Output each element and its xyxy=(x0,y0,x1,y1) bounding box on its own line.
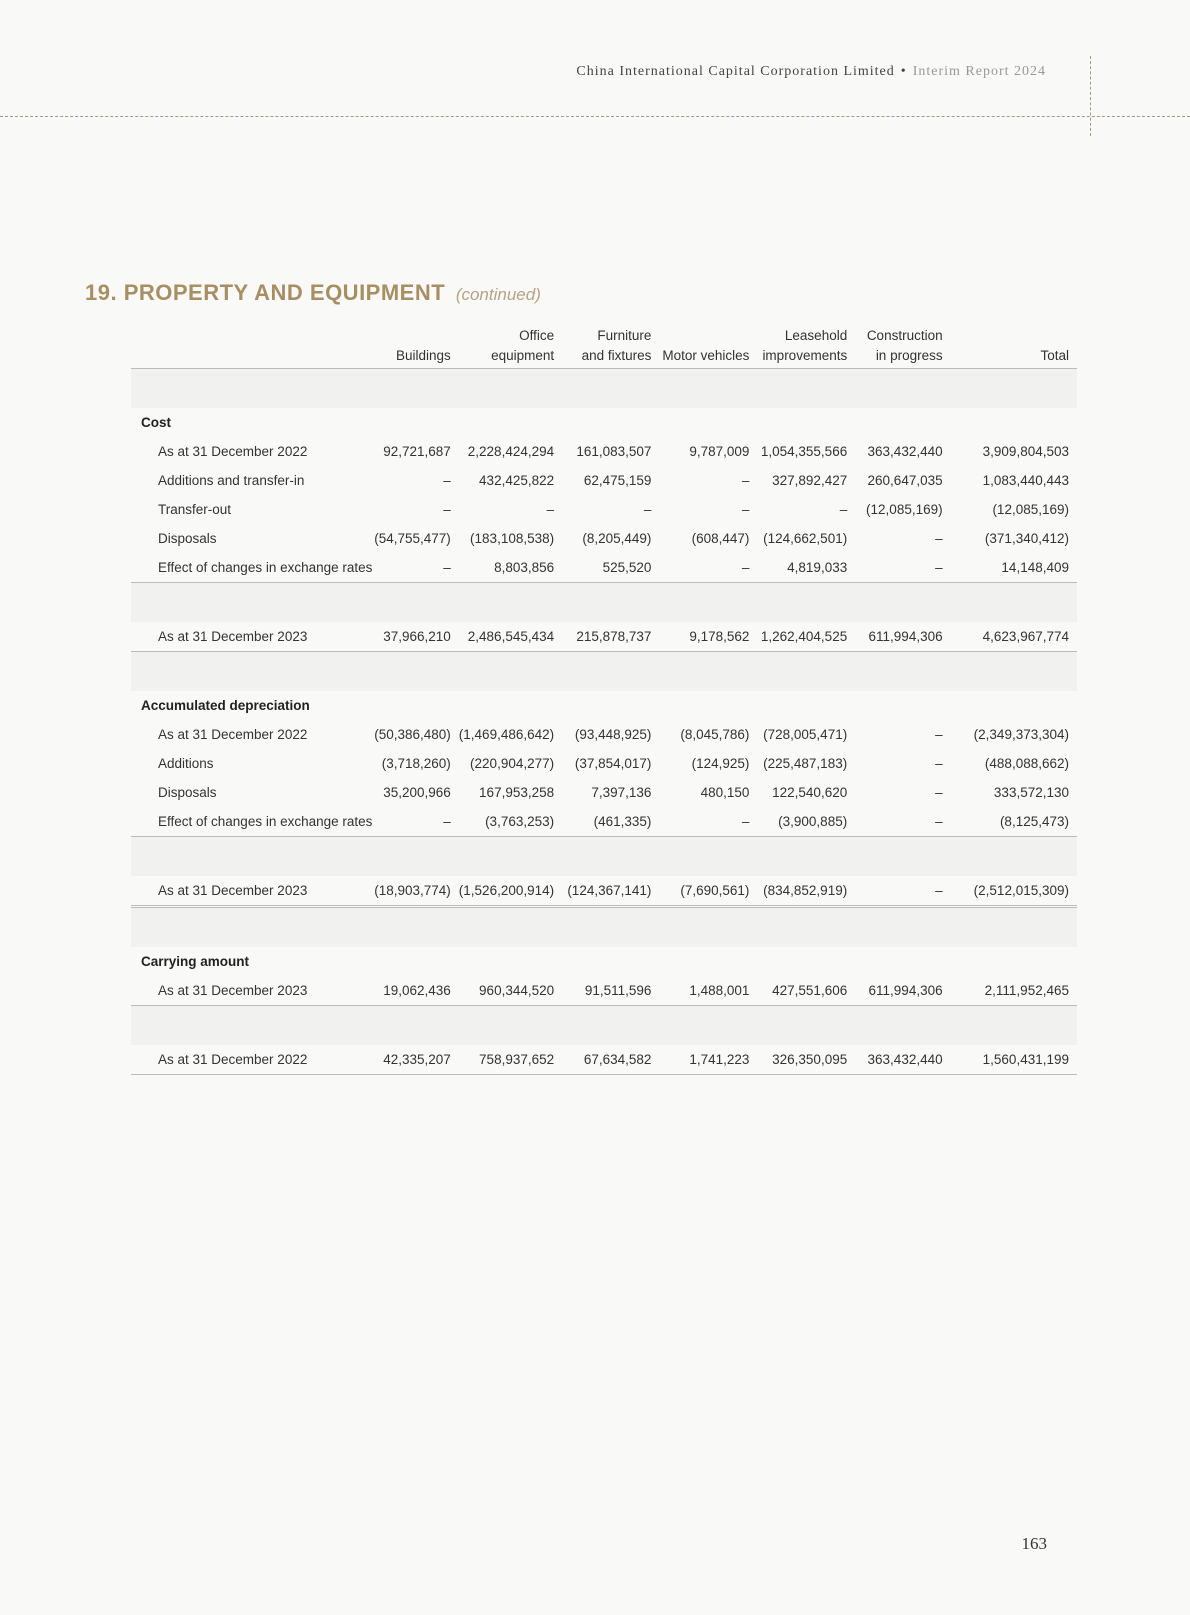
value-cell: 167,953,258 xyxy=(479,785,555,800)
value-cell xyxy=(459,1006,562,1046)
value-cell: 432,425,822 xyxy=(479,473,555,488)
value-cell xyxy=(372,583,458,623)
value-cell: 91,511,596 xyxy=(562,976,659,1006)
value-cell: 363,432,440 xyxy=(855,1045,950,1075)
value-cell: 611,994,306 xyxy=(855,622,950,652)
value-cell: (488,088,662) xyxy=(984,756,1069,771)
value-cell: – xyxy=(935,531,943,546)
table-row xyxy=(131,622,1077,652)
value-cell: – xyxy=(935,727,943,742)
bullet-separator: • xyxy=(900,64,907,79)
value-cell xyxy=(855,947,950,976)
value-cell xyxy=(757,369,855,409)
value-cell xyxy=(951,907,1077,948)
value-cell: 333,572,130 xyxy=(993,785,1069,800)
value-cell xyxy=(562,369,659,409)
value-cell: (124,925) xyxy=(691,756,750,771)
value-cell: 1,741,223 xyxy=(659,1045,757,1075)
value-cell xyxy=(855,1006,950,1046)
value-cell xyxy=(659,907,757,948)
row-label: As at 31 December 2022 xyxy=(158,444,308,459)
value-cell: (124,367,141) xyxy=(562,876,659,907)
table-row xyxy=(131,1045,1077,1075)
row-label: As at 31 December 2023 xyxy=(131,876,372,907)
table-row xyxy=(131,976,1077,1006)
header-cell-empty xyxy=(131,343,372,369)
value-cell: – xyxy=(372,807,458,837)
value-cell xyxy=(951,691,1077,720)
value-cell: 9,787,009 xyxy=(689,444,750,459)
value-cell xyxy=(855,652,950,692)
value-cell xyxy=(459,691,562,720)
value-cell: 480,150 xyxy=(700,785,750,800)
value-cell xyxy=(372,652,458,692)
column-header: improvements xyxy=(757,343,855,369)
column-header: and fixtures xyxy=(562,343,659,369)
value-cell xyxy=(372,837,458,877)
value-cell xyxy=(372,907,458,948)
value-cell: 758,937,652 xyxy=(459,1045,562,1075)
value-cell xyxy=(562,583,659,623)
value-cell: 161,083,507 xyxy=(576,444,652,459)
value-cell xyxy=(562,1006,659,1046)
value-cell xyxy=(659,583,757,623)
spacer-row xyxy=(131,583,1077,623)
section-title-text: 19. PROPERTY AND EQUIPMENT xyxy=(85,280,446,305)
value-cell: 7,397,136 xyxy=(591,785,652,800)
value-cell: 9,178,562 xyxy=(659,622,757,652)
column-header: Total xyxy=(951,343,1077,369)
value-cell: 19,062,436 xyxy=(372,976,458,1006)
value-cell: (3,718,260) xyxy=(381,756,451,771)
value-cell xyxy=(459,408,562,437)
value-cell: 1,054,355,566 xyxy=(760,444,848,459)
value-cell: – xyxy=(741,502,750,517)
value-cell: 260,647,035 xyxy=(867,473,943,488)
row-label: Transfer-out xyxy=(158,502,232,517)
value-cell: 92,721,687 xyxy=(383,444,451,459)
value-cell: (1,469,486,642) xyxy=(458,727,555,742)
value-cell xyxy=(757,691,855,720)
table-header-row xyxy=(131,314,1077,343)
value-cell: – xyxy=(855,807,950,837)
section-title xyxy=(85,280,541,306)
value-cell: 1,262,404,525 xyxy=(757,622,855,652)
table-row xyxy=(131,720,1077,749)
value-cell: 37,966,210 xyxy=(372,622,458,652)
column-header: Construction xyxy=(866,328,943,343)
value-cell xyxy=(951,1006,1077,1046)
value-cell xyxy=(459,907,562,948)
value-cell: 960,344,520 xyxy=(459,976,562,1006)
value-cell: 4,819,033 xyxy=(757,553,855,583)
value-cell: 42,335,207 xyxy=(372,1045,458,1075)
value-cell xyxy=(951,652,1077,692)
value-cell xyxy=(757,907,855,948)
row-label: As at 31 December 2023 xyxy=(131,976,372,1006)
value-cell: 2,111,952,465 xyxy=(951,976,1077,1006)
spacer-row xyxy=(131,369,1077,409)
value-cell: 2,228,424,294 xyxy=(467,444,555,459)
value-cell xyxy=(659,408,757,437)
value-cell xyxy=(372,369,458,409)
value-cell xyxy=(855,583,950,623)
value-cell: 1,083,440,443 xyxy=(982,473,1069,488)
section-heading-row xyxy=(131,408,1077,437)
column-header: Furniture xyxy=(597,328,652,343)
row-label: As at 31 December 2022 xyxy=(131,1045,372,1075)
value-cell xyxy=(855,837,950,877)
value-cell: 2,486,545,434 xyxy=(459,622,562,652)
value-cell: – xyxy=(443,473,451,488)
section-heading-row xyxy=(131,947,1077,976)
value-cell xyxy=(855,691,950,720)
section-heading: Cost xyxy=(141,415,171,430)
value-cell: – xyxy=(741,473,750,488)
value-cell: (2,349,373,304) xyxy=(973,727,1069,742)
value-cell xyxy=(757,947,855,976)
value-cell: (93,448,925) xyxy=(574,727,652,742)
row-label: As at 31 December 2023 xyxy=(131,622,372,652)
value-cell: 427,551,606 xyxy=(757,976,855,1006)
section-heading: Carrying amount xyxy=(141,954,250,969)
value-cell: (50,386,480) xyxy=(374,727,451,742)
column-header: Office xyxy=(519,328,555,343)
value-cell xyxy=(459,652,562,692)
value-cell: 62,475,159 xyxy=(583,473,652,488)
value-cell xyxy=(659,691,757,720)
value-cell: (12,085,169) xyxy=(992,502,1069,517)
report-name: Interim Report 2024 xyxy=(912,64,1046,79)
value-cell xyxy=(757,1006,855,1046)
header-cell-empty xyxy=(131,314,372,343)
value-cell: 67,634,582 xyxy=(562,1045,659,1075)
row-label xyxy=(131,907,372,948)
value-cell: – xyxy=(659,553,757,583)
value-cell: 14,148,409 xyxy=(951,553,1077,583)
value-cell: 611,994,306 xyxy=(855,976,950,1006)
value-cell: – xyxy=(935,756,943,771)
value-cell: (834,852,919) xyxy=(757,876,855,907)
row-label: Effect of changes in exchange rates xyxy=(131,553,372,583)
table-header-row xyxy=(131,343,1077,369)
column-header xyxy=(372,314,458,343)
value-cell: (608,447) xyxy=(691,531,750,546)
table-row xyxy=(131,778,1077,807)
row-label: Additions and transfer-in xyxy=(158,473,305,488)
value-cell: (183,108,538) xyxy=(470,531,555,546)
section-heading-row xyxy=(131,691,1077,720)
value-cell xyxy=(855,369,950,409)
table-row xyxy=(131,495,1077,524)
value-cell: 3,909,804,503 xyxy=(982,444,1069,459)
value-cell: – xyxy=(659,807,757,837)
value-cell: (8,125,473) xyxy=(951,807,1077,837)
value-cell xyxy=(659,369,757,409)
spacer-row xyxy=(131,1006,1077,1046)
value-cell: (371,340,412) xyxy=(984,531,1069,546)
value-cell: 1,488,001 xyxy=(659,976,757,1006)
value-cell xyxy=(855,408,950,437)
value-cell xyxy=(562,408,659,437)
value-cell: – xyxy=(372,553,458,583)
dashed-divider xyxy=(0,116,1190,117)
value-cell: 326,350,095 xyxy=(757,1045,855,1075)
running-header xyxy=(576,64,1046,80)
value-cell xyxy=(951,408,1077,437)
value-cell xyxy=(659,837,757,877)
value-cell xyxy=(459,583,562,623)
value-cell: (3,900,885) xyxy=(757,807,855,837)
dashed-vertical-divider xyxy=(1090,56,1091,136)
value-cell xyxy=(562,652,659,692)
value-cell: (18,903,774) xyxy=(372,876,458,907)
value-cell xyxy=(459,837,562,877)
value-cell: (1,526,200,914) xyxy=(459,876,562,907)
column-header: equipment xyxy=(459,343,562,369)
value-cell xyxy=(757,837,855,877)
table-row xyxy=(131,807,1077,837)
row-label: Disposals xyxy=(158,531,217,546)
value-cell: (461,335) xyxy=(562,807,659,837)
column-header: Leasehold xyxy=(784,328,848,343)
row-label: As at 31 December 2022 xyxy=(158,727,308,742)
value-cell: (8,205,449) xyxy=(582,531,652,546)
value-cell xyxy=(562,691,659,720)
table-row xyxy=(131,466,1077,495)
value-cell: 1,560,431,199 xyxy=(951,1045,1077,1075)
value-cell: (37,854,017) xyxy=(574,756,652,771)
value-cell: (124,662,501) xyxy=(763,531,848,546)
value-cell xyxy=(951,947,1077,976)
value-cell: (54,755,477) xyxy=(374,531,451,546)
table-row xyxy=(131,553,1077,583)
section-title-suffix: (continued) xyxy=(455,285,541,304)
value-cell xyxy=(951,583,1077,623)
table-row xyxy=(131,437,1077,466)
value-cell xyxy=(372,408,458,437)
table-row xyxy=(131,876,1077,907)
value-cell xyxy=(951,837,1077,877)
value-cell: 525,520 xyxy=(562,553,659,583)
value-cell xyxy=(562,907,659,948)
value-cell: 327,892,427 xyxy=(772,473,848,488)
row-label xyxy=(131,369,372,409)
row-label: Additions xyxy=(158,756,214,771)
value-cell: (220,904,277) xyxy=(470,756,555,771)
value-cell: (7,690,561) xyxy=(659,876,757,907)
column-header: in progress xyxy=(855,343,950,369)
value-cell: (12,085,169) xyxy=(866,502,943,517)
company-name: China International Capital Corporation Limited xyxy=(576,64,895,79)
value-cell: – xyxy=(443,502,451,517)
value-cell: – xyxy=(855,553,950,583)
table-row xyxy=(131,524,1077,553)
value-cell xyxy=(757,583,855,623)
value-cell: (225,487,183) xyxy=(763,756,848,771)
value-cell: – xyxy=(839,502,848,517)
value-cell xyxy=(951,369,1077,409)
value-cell xyxy=(562,947,659,976)
column-header xyxy=(659,314,757,343)
column-header: Buildings xyxy=(372,343,458,369)
value-cell: 8,803,856 xyxy=(459,553,562,583)
value-cell: – xyxy=(855,876,950,907)
value-cell: – xyxy=(643,502,652,517)
value-cell xyxy=(659,652,757,692)
row-label xyxy=(131,652,372,692)
value-cell xyxy=(372,947,458,976)
value-cell xyxy=(659,947,757,976)
property-equipment-table xyxy=(131,314,1077,1075)
spacer-row xyxy=(131,907,1077,948)
value-cell xyxy=(757,652,855,692)
value-cell xyxy=(372,1006,458,1046)
value-cell xyxy=(659,1006,757,1046)
row-label xyxy=(131,837,372,877)
table-row xyxy=(131,749,1077,778)
row-label xyxy=(131,1006,372,1046)
value-cell: – xyxy=(546,502,555,517)
section-heading: Accumulated depreciation xyxy=(141,698,310,713)
value-cell xyxy=(855,907,950,948)
value-cell: – xyxy=(935,785,943,800)
value-cell: (728,005,471) xyxy=(763,727,848,742)
value-cell xyxy=(757,408,855,437)
column-header: Motor vehicles xyxy=(659,343,757,369)
page-number: 163 xyxy=(1021,1534,1047,1553)
value-cell: 215,878,737 xyxy=(562,622,659,652)
row-label: Effect of changes in exchange rates xyxy=(131,807,372,837)
value-cell xyxy=(372,691,458,720)
value-cell: (2,512,015,309) xyxy=(951,876,1077,907)
value-cell: 35,200,966 xyxy=(383,785,451,800)
spacer-row xyxy=(131,837,1077,877)
row-label: Disposals xyxy=(158,785,217,800)
value-cell xyxy=(459,947,562,976)
value-cell: 363,432,440 xyxy=(867,444,943,459)
row-label xyxy=(131,583,372,623)
value-cell xyxy=(562,837,659,877)
value-cell: (8,045,786) xyxy=(680,727,750,742)
value-cell: (3,763,253) xyxy=(459,807,562,837)
spacer-row xyxy=(131,652,1077,692)
value-cell: 4,623,967,774 xyxy=(951,622,1077,652)
value-cell: 122,540,620 xyxy=(772,785,848,800)
value-cell xyxy=(459,369,562,409)
column-header xyxy=(951,314,1077,343)
